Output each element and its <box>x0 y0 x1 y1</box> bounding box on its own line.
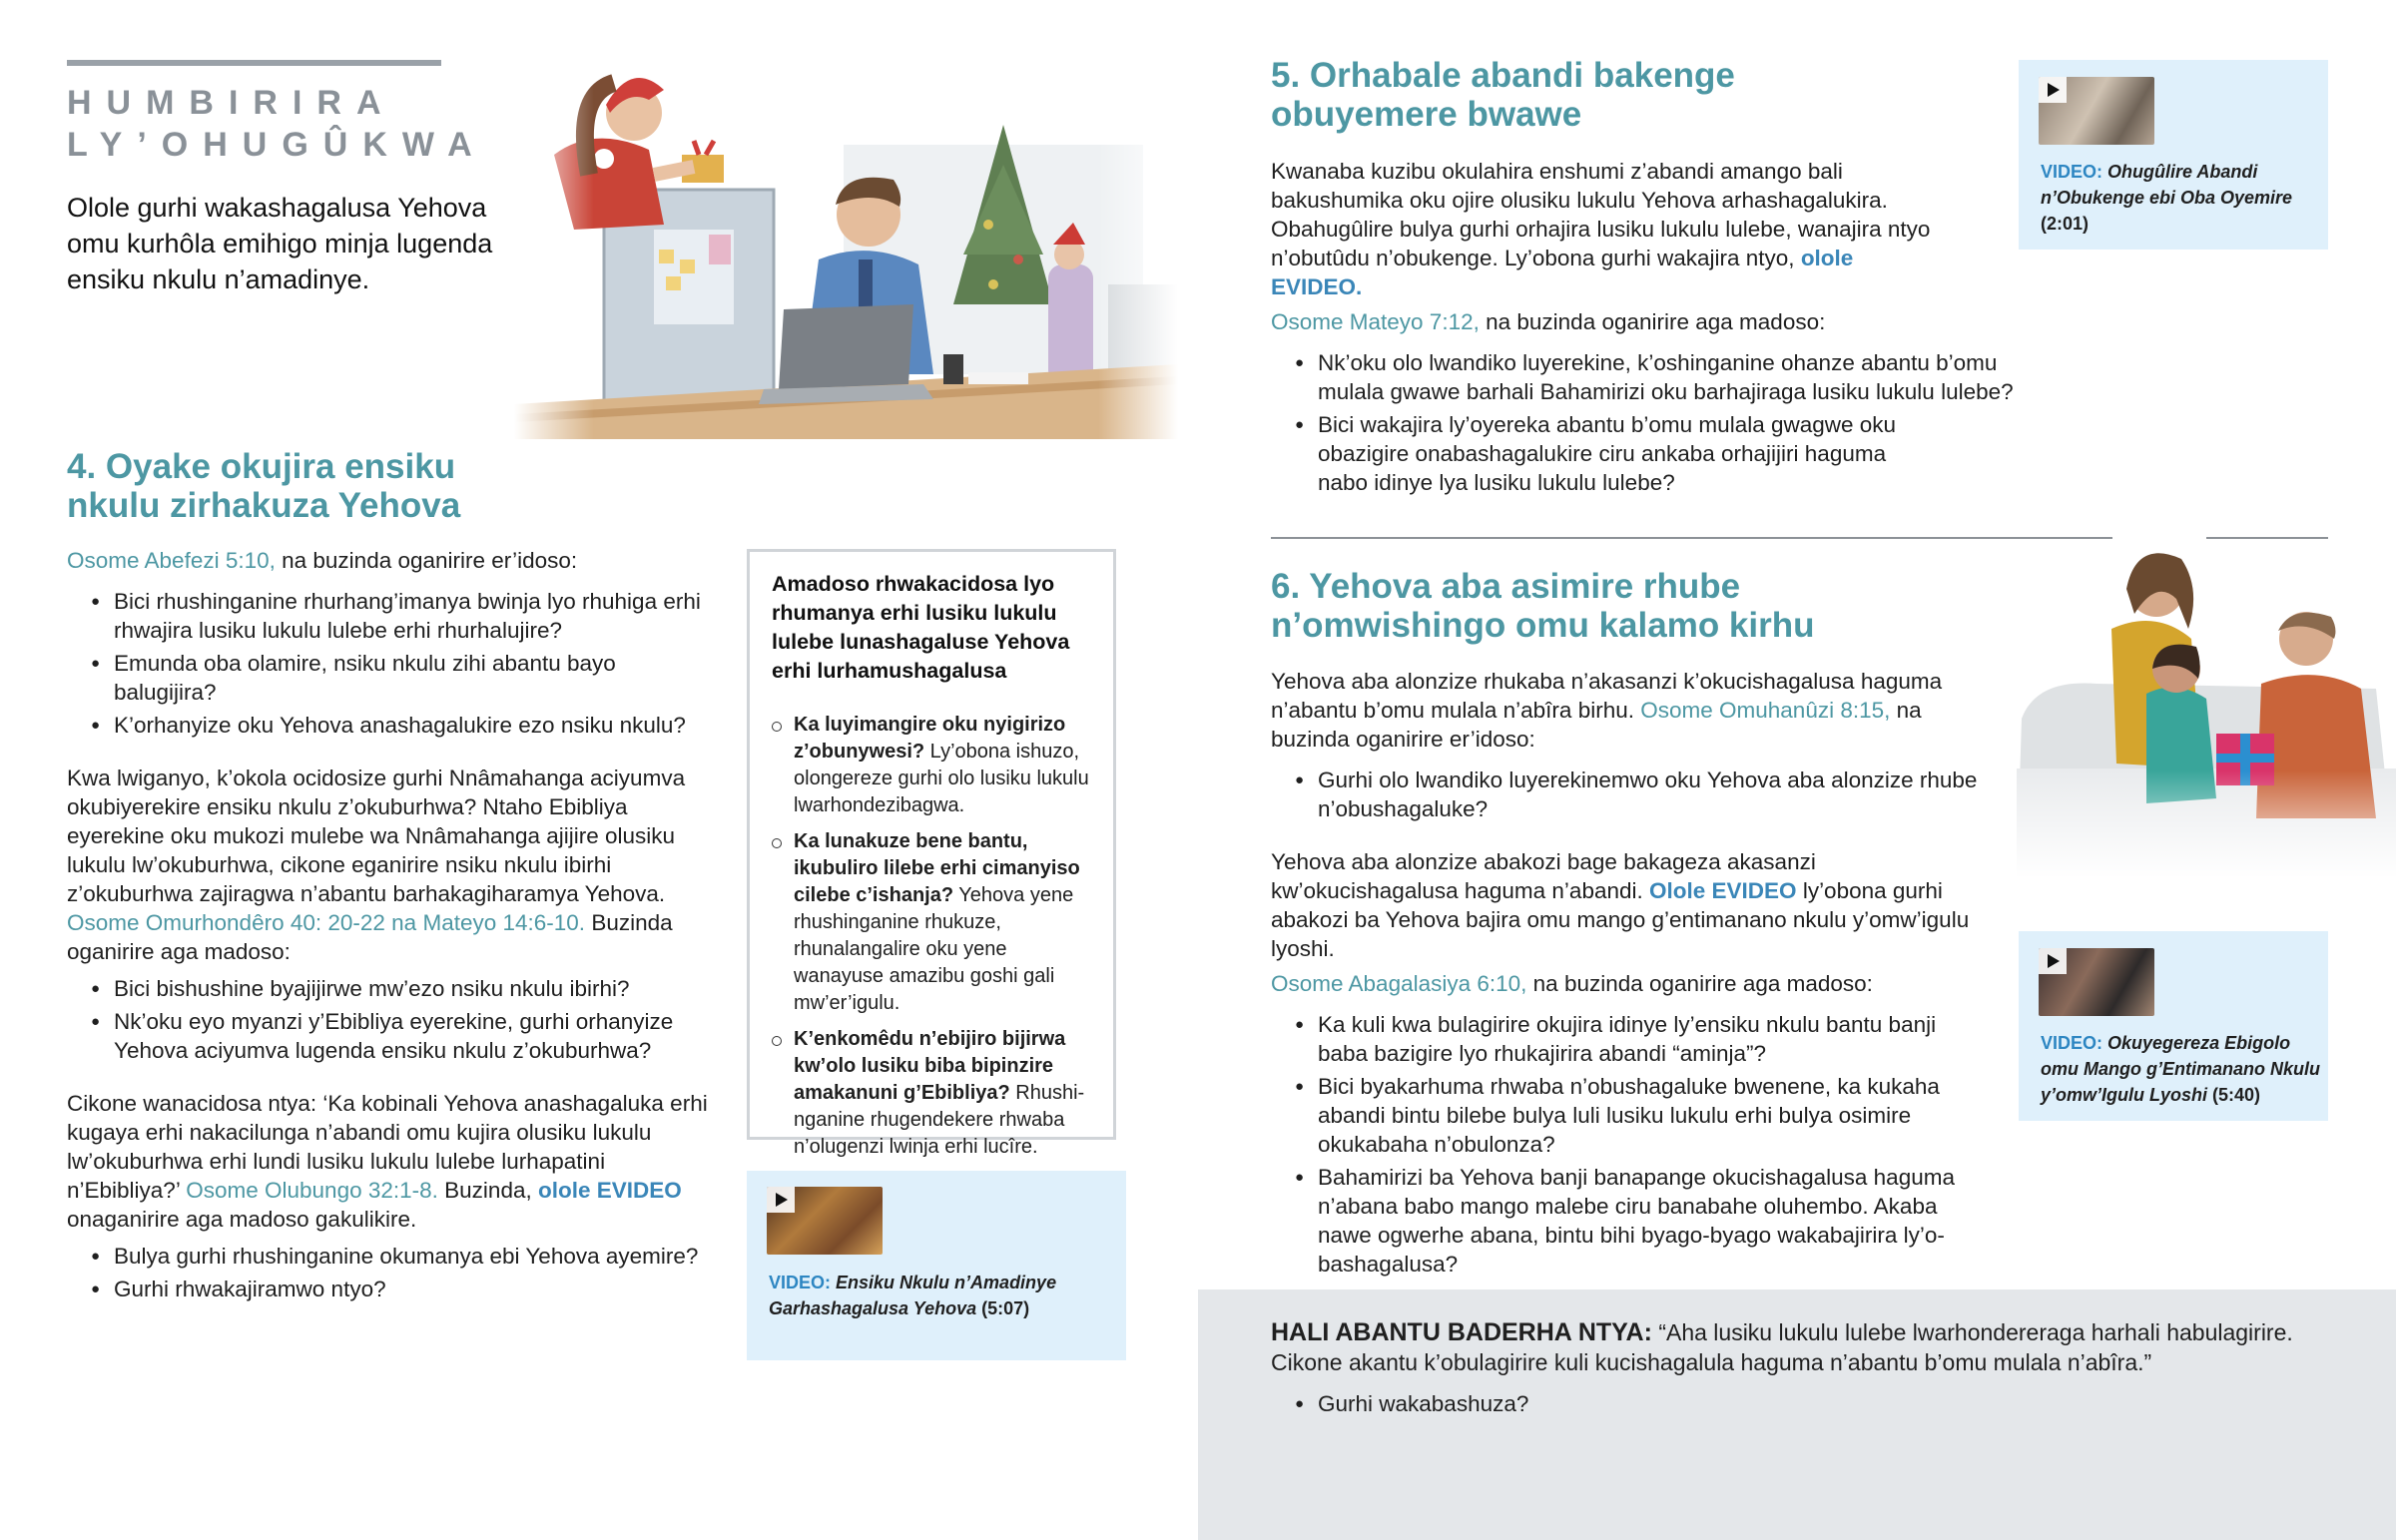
play-icon[interactable] <box>767 1187 795 1213</box>
section5-heading <box>1271 56 1890 134</box>
list-item: ● Bici byakarhuma rhwaba n’obushagaluke bwenene, ka kukaha abandi bintu bilebe bulya luli lusiku lukulu erhi bulya osimire okukabaha n’obulonza? <box>1271 1072 1990 1159</box>
section4-video-link[interactable]: olole EVIDEO <box>537 1178 682 1203</box>
list-item: ● Ka kuli kwa bulagirire okujira idinye ly’ensiku nkulu bantu banji baba bazigire lyo rhukajirira abandi “aminja”? <box>1271 1010 1990 1068</box>
section4-ref1[interactable]: Osome Abefezi 5:10, <box>67 548 276 573</box>
list-item: ● Gurhi wakabashuza? <box>1271 1389 2169 1418</box>
header-rule <box>67 60 441 66</box>
header-title-line2: LY’OHUGÛKWA <box>67 126 487 164</box>
questions-sidebox <box>747 549 1116 1158</box>
video-box-holidays[interactable] <box>747 1171 1126 1360</box>
play-icon[interactable] <box>2039 77 2067 103</box>
section6-questions1 <box>1271 766 1990 823</box>
footer-lead: HALI ABANTU BADERHA NTYA: <box>1271 1318 1652 1346</box>
section6-para3: Osome Abagalasiya 6:10, na buzinda oganirire aga madoso: <box>1271 971 1873 996</box>
list-item: ● Bici bishushine byajijirwe mw’ezo nsiku nkulu ibirhi? <box>67 974 716 1003</box>
section5-para1: Kwanaba kuzibu okulahira enshumi z’abandi amango bali bakushumika oku ojire olusiku lukulu Yehova arhashagalukira. Obahugûlire bulya gurhi orhajira lusiku lukulu lulebe, wanajira ntyo n’obutûdu n’obukenge. Ly’obona gurhi wakajira ntyo, olole EVIDEO. <box>1271 159 1931 299</box>
video-caption: VIDEO: Ohugûlire Abandi n’Obukenge ebi Oba Oyemire (2:01) <box>2041 162 2293 234</box>
section5-video-link[interactable]: olole EVIDEO. <box>1271 246 1854 299</box>
family-illustration <box>2017 519 2396 878</box>
section4-questions1 <box>67 587 716 740</box>
video-thumbnail[interactable] <box>2039 948 2154 1016</box>
list-item: ● Nk’oku eyo myanzi y’Ebibliya eyerekine, gurhi orhanyize Yehova aciyumva lugenda ensiku nkulu z’okuburhwa? <box>67 1007 716 1065</box>
section4-questions3 <box>67 1242 716 1303</box>
video-thumbnail[interactable] <box>2039 77 2154 145</box>
section6-para1: Yehova aba alonzize rhukaba n’akasanzi k’okucishagalusa haguma n’abantu b’omu mulala n’abîra birhu. Osome Omuhanûzi 8:15, na buzinda oganirire er’idoso: <box>1271 669 1943 752</box>
list-item: ● Nk’oku olo lwandiko luyerekine, k’oshinganine ohanze abantu b’omu mulala gwawe barhali Bahamirizi oku barhajiraga lusiku lukulu lulebe? <box>1271 348 2050 406</box>
list-item: Ka lunakuze bene bantu, ikubuliro lilebe erhi cimanyiso cilebe c’ishanja? Yehova yene rhushinganine rhukuze, rhunalangalire oku yene wanayuse amazibu goshi gali mw’er’igulu. <box>772 828 1093 1017</box>
office-scene-svg <box>514 55 1178 439</box>
section6-title <box>1271 567 1890 645</box>
section5-title-line2: obuyemere bwawe <box>1271 95 1582 134</box>
list-item: K’enkomêdu n’ebijiro bijirwa kw’olo lusiku biba bipinzire amakanuni g’Ebibliya? Rhushinganine rhugendekere rhwaba n’olugenzi lwinja erhi lucîre. <box>772 1026 1093 1161</box>
section4-ref2[interactable]: Osome Omurhondêro 40: 20-22 na Mateyo 14:6-10. <box>67 910 586 935</box>
section5-para2: Osome Mateyo 7:12, na buzinda oganirire aga madoso: <box>1271 309 1826 334</box>
video-caption: VIDEO: Okuyegereza Ebigolo omu Mango g’Entimanano Nkulu y’omw’Igulu Lyoshi (5:40) <box>2041 1033 2320 1105</box>
list-item: ● Bici wakajira ly’oyereka abantu b’omu mulala gwagwe oku obazigire onabashagalukire ciru ankaba orhajijiri haguma nabo idinye lya lusiku lukulu lulebe? <box>1271 410 2050 497</box>
list-item: Ka luyimangire oku nyigirizo z’obunywesi? Ly’obona ishuzo, olongereze gurhi olo lusiku lukulu lwarhondezibagwa. <box>772 712 1093 819</box>
section6-ref1[interactable]: Osome Omuhanûzi 8:15, <box>1640 698 1891 723</box>
section5-ref[interactable]: Osome Mateyo 7:12, <box>1271 309 1480 334</box>
section4-questions2 <box>67 974 716 1065</box>
section-divider-left <box>1271 537 2112 539</box>
section4-para2: Kwa lwiganyo, k’okola ocidosize gurhi Nnâmahanga aciyumva okubiyerekire ensiku nkulu z’okuburhwa? Ntaho Ebibliya eyerekine oku mukozi mulebe wa Nnâmahanga ajijire olusiku lukulu lw’okuburhwa, cikone eganirire nsiku nkulu ibirhi z’okuburhwa zajiragwa n’abantu barhakagiharamya Yehova. Osome Omurhondêro 40: 20-22 na Mateyo 14:6-10. Buzinda oganirire aga madoso: <box>67 766 686 964</box>
section6-body <box>1271 667 1990 1283</box>
section5-title-line1: 5. Orhabale abandi bakenge <box>1271 56 1735 95</box>
sidebox-title: Amadoso rhwakacidosa lyo rhumanya erhi lusiku lukulu lulebe lunashagaluse Yehova erhi lurhamushagalusa <box>772 572 1070 683</box>
section6-para2: Yehova aba alonzize abakozi bage bakageza akasanzi kw’okucishagalusa haguma n’abandi. Olole EVIDEO ly’obona gurhi abakozi ba Yehova bajira omu mango g’entimanano nkulu y’omw’igulu lyoshi. <box>1271 849 1970 961</box>
section6-title-line2: n’omwishingo omu kalamo kirhu <box>1271 606 1815 645</box>
list-item: ● Bahamirizi ba Yehova banji banapange okucishagalusa haguma n’abana babo mango malebe ciru banabahe oluhembo. Akaba nawe ogwerhe abana, bintu bihi byago-byago wakabajirira ly’obashagalusa? <box>1271 1163 1990 1279</box>
section6-ref2[interactable]: Osome Abagalasiya 6:10, <box>1271 971 1527 996</box>
footer-panel <box>1198 1289 2396 1540</box>
footer-quote: HALI ABANTU BADERHA NTYA: “Aha lusiku lukulu lulebe lwarhondereraga harhali habulagirire. Cikone akantu k’obulagirire kuli kucishagalula haguma n’abantu b’omu mulala n’abîra.” <box>1271 1318 2293 1375</box>
header-title-line1: HUMBIRIRA <box>67 84 396 122</box>
section5-title <box>1271 56 1890 134</box>
section4-para1: Osome Abefezi 5:10, na buzinda oganirire er’idoso: <box>67 548 578 573</box>
section5-questions <box>1271 348 2050 497</box>
section6-title-line1: 6. Yehova aba asimire rhube <box>1271 567 1741 606</box>
section4-title-line2: nkulu zirhakuza Yehova <box>67 486 461 525</box>
section4-title <box>67 447 626 525</box>
section4-ref3[interactable]: Osome Olubungo 32:1-8. <box>186 1178 438 1203</box>
office-illustration <box>514 55 1178 439</box>
video-box-convention[interactable] <box>2019 931 2328 1121</box>
list-item: ● Bulya gurhi rhushinganine okumanya ebi Yehova ayemire? <box>67 1242 716 1271</box>
footer-question <box>1271 1389 2169 1422</box>
play-icon[interactable] <box>2039 948 2067 974</box>
section6-heading <box>1271 567 1890 645</box>
family-scene-svg <box>2017 519 2396 878</box>
section4-body <box>67 546 716 1307</box>
list-item: ● Emunda oba olamire, nsiku nkulu zihi abantu bayo balugijira? <box>67 649 716 707</box>
section6-video-link[interactable]: Olole EVIDEO <box>1649 878 1797 903</box>
list-item: ● Gurhi olo lwandiko luyerekinemwo oku Yehova aba alonzize rhube n’obushagaluke? <box>1271 766 1990 823</box>
header-title <box>67 82 487 166</box>
video-box-explain-beliefs[interactable] <box>2019 60 2328 250</box>
sidebox-list <box>772 712 1093 1161</box>
list-item: ● Gurhi rhwakajiramwo ntyo? <box>67 1275 716 1303</box>
list-item: ● K’orhanyize oku Yehova anashagalukire ezo nsiku nkulu? <box>67 711 716 740</box>
section5-body <box>1271 157 2050 501</box>
video-caption: VIDEO: Ensiku Nkulu n’Amadinye Garhashagalusa Yehova (5:07) <box>769 1273 1057 1318</box>
video-thumbnail[interactable] <box>767 1187 883 1255</box>
section4-heading <box>67 447 626 525</box>
section4-title-line1: 4. Oyake okujira ensiku <box>67 447 456 486</box>
intro-text: Olole gurhi wakashagalusa Yehova omu kurhôla emihigo minja lugenda ensiku nkulu n’amadinye. <box>67 193 493 294</box>
list-item: ● Bici rhushinganine rhurhang’imanya bwinja lyo rhuhiga erhi rhwajira lusiku lukulu lulebe erhi rhurhalujire? <box>67 587 716 645</box>
section6-questions2 <box>1271 1010 1990 1279</box>
section4-para3: Cikone wanacidosa ntya: ‘Ka kobinali Yehova anashagaluka erhi kugaya erhi nakacilunga n’abandi omu kujira olusiku lukulu lw’okuburhwa erhi lundi lusiku lukulu lulebe lurhapatini n’Ebibliya?’ Osome Olubungo 32:1-8. Buzinda, olole EVIDEO onaganirire aga madoso gakulikire. <box>67 1091 708 1232</box>
